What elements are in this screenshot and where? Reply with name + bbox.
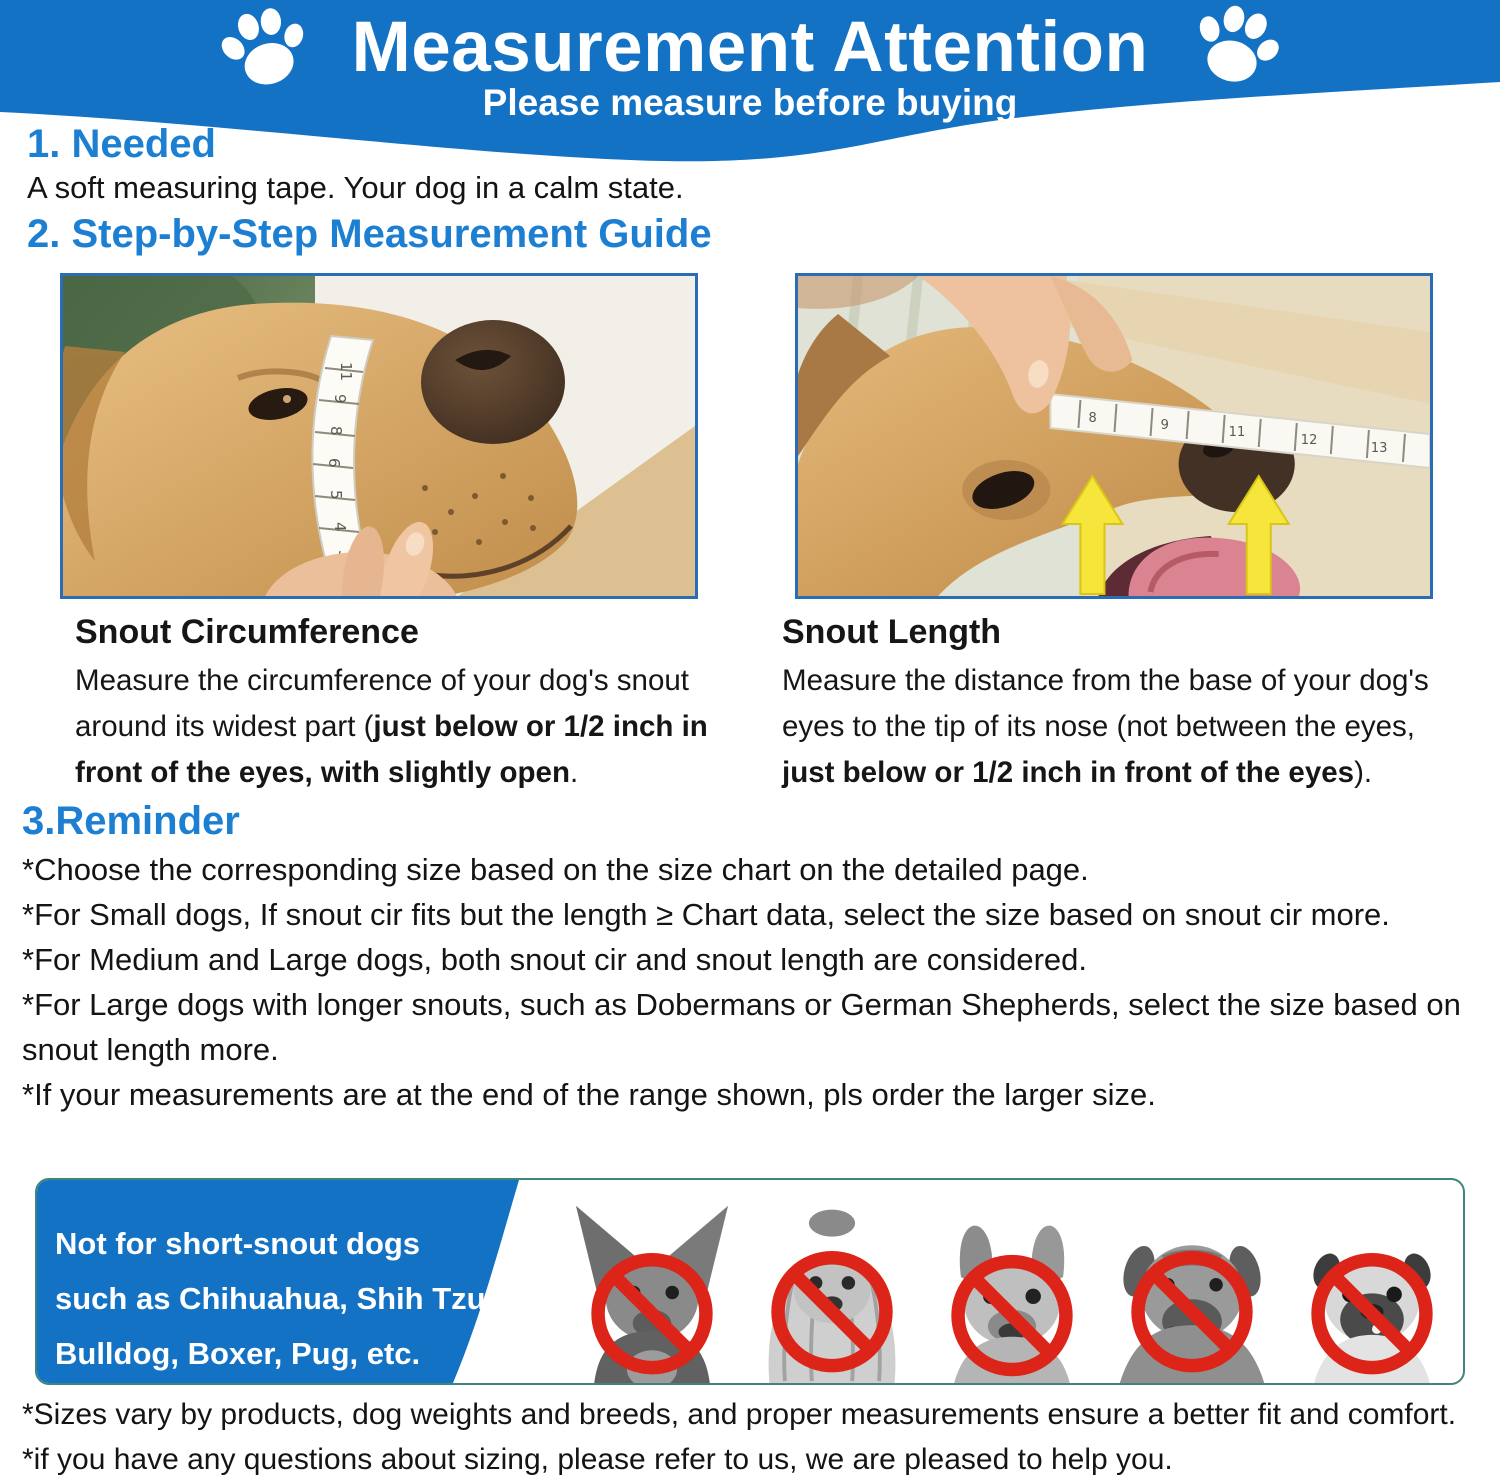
footer-note: *Sizes vary by products, dog weights and breeds, and proper measurements ensure a better fit and comfort. <box>22 1398 1457 1431</box>
page-subtitle: Please measure before buying <box>482 82 1018 123</box>
svg-text:9: 9 <box>1160 418 1169 433</box>
svg-text:12: 12 <box>1300 433 1318 448</box>
dog-photo-mastiff <box>1102 1200 1282 1383</box>
svg-text:9: 9 <box>331 394 349 404</box>
not-for-line: Bulldog, Boxer, Pug, etc. <box>55 1336 421 1371</box>
svg-text:8: 8 <box>1088 411 1097 426</box>
not-for-text <box>55 1216 505 1381</box>
dog-photo-shih-tzu <box>742 1200 922 1383</box>
svg-text:4: 4 <box>331 522 349 532</box>
not-for-line: such as Chihuahua, Shih Tzu, <box>55 1281 495 1316</box>
snout-circumference-photo <box>60 273 698 599</box>
snout-length-caption <box>782 613 1472 796</box>
reminder-item: *For Small dogs, If snout cir fits but the length ≥ Chart data, select the size based on snout cir more. <box>22 897 1390 932</box>
guide-heading: 2. Step-by-Step Measurement Guide <box>27 212 712 256</box>
not-for-line: Not for short-snout dogs <box>55 1226 421 1261</box>
svg-text:11: 11 <box>1228 425 1246 440</box>
reminder-item: *Choose the corresponding size based on the size chart on the detailed page. <box>22 852 1089 887</box>
snout-circumference-illustration <box>63 276 695 596</box>
reminder-item: *If your measurements are at the end of the range shown, pls order the larger size. <box>22 1077 1156 1112</box>
not-for-short-snout-box <box>35 1178 1465 1385</box>
caption-body: Measure the distance from the base of your dog's eyes to the tip of its nose (not between the eyes, just below or 1/2 inch in front of the eyes). <box>782 664 1429 789</box>
dog-nose <box>421 320 565 444</box>
svg-text:5: 5 <box>327 490 345 500</box>
dog-photo-chihuahua <box>562 1200 742 1383</box>
svg-text:11: 11 <box>337 362 355 382</box>
header <box>0 2 1500 94</box>
snout-length-illustration <box>798 276 1430 596</box>
footer-note: *if you have any questions about sizing, please refer to us, we are pleased to help you. <box>22 1443 1173 1476</box>
footer-notes <box>22 1392 1482 1482</box>
dog-photo-pug <box>1282 1200 1462 1383</box>
caption-title: Snout Circumference <box>75 613 419 651</box>
svg-text:13: 13 <box>1370 441 1388 456</box>
svg-text:8: 8 <box>327 426 345 436</box>
snout-circumference-caption <box>75 613 747 796</box>
reminder-item: *For Large dogs with longer snouts, such as Dobermans or German Shepherds, select the size based on snout length more. <box>22 987 1461 1067</box>
dog-photo-french-bulldog <box>922 1200 1102 1383</box>
svg-text:6: 6 <box>325 458 343 468</box>
snout-length-photo <box>795 273 1433 599</box>
reminder-item: *For Medium and Large dogs, both snout cir and snout length are considered. <box>22 942 1087 977</box>
caption-title: Snout Length <box>782 613 1002 651</box>
caption-body: Measure the circumference of your dog's snout around its widest part (just below or 1/2 inch in front of the eyes, with slightly open. <box>75 664 708 789</box>
page-title: Measurement Attention <box>351 8 1149 87</box>
reminder-list <box>22 847 1480 1117</box>
needed-heading: 1. Needed <box>27 122 216 166</box>
needed-body: A soft measuring tape. Your dog in a calm state. <box>27 170 684 205</box>
reminder-heading: 3.Reminder <box>22 799 240 843</box>
